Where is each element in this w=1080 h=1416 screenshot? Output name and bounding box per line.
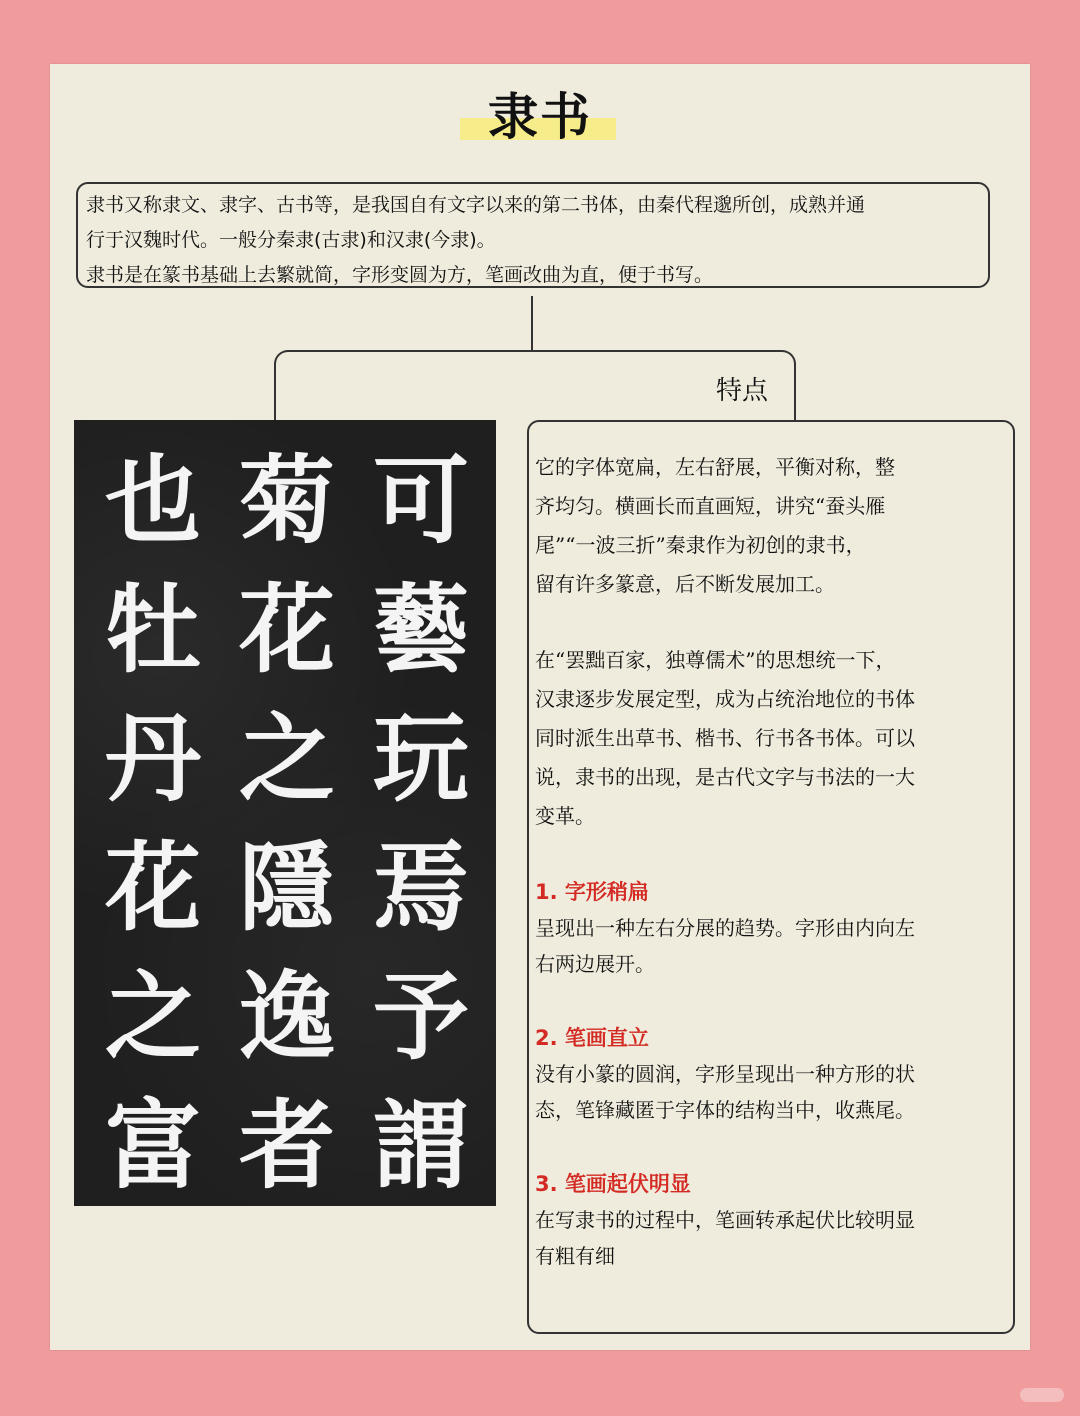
text-line: 变革。 [535, 804, 595, 828]
rubbing-char: 也 [105, 444, 201, 557]
feature-label: 特点 [716, 376, 769, 406]
rubbing-char: 予 [373, 960, 469, 1073]
feature-2 [535, 1020, 1013, 1128]
intro-line-2: 行于汉魏时代。一般分秦隶(古隶)和汉隶(今隶)。 [86, 229, 496, 251]
connector-line [531, 296, 533, 350]
rubbing-char: 隱 [239, 831, 335, 944]
text-line: 右两边展开。 [535, 952, 655, 976]
feature-heading: 2. 笔画直立 [535, 1026, 649, 1050]
text-line: 同时派生出草书、楷书、行书各书体。可以 [535, 726, 915, 750]
rubbing-char: 玩 [373, 702, 469, 815]
watermark-badge [1020, 1388, 1064, 1402]
intro-line-1: 隶书又称隶文、隶字、古书等，是我国自有文字以来的第二书体，由秦代程邈所创，成熟并通 [86, 194, 866, 216]
rubbing-column-right [356, 436, 486, 1210]
rubbing-char: 者 [239, 1089, 335, 1202]
text-line: 汉隶逐步发展定型，成为占统治地位的书体 [535, 687, 915, 711]
feature-3 [535, 1166, 1013, 1274]
description-box [527, 420, 1015, 1334]
description-paragraph-1 [535, 448, 1013, 604]
text-line: 呈现出一种左右分展的趋势。字形由内向左 [535, 916, 915, 940]
rubbing-char: 丹 [105, 702, 201, 815]
rubbing-char: 可 [373, 444, 469, 557]
text-line: 说，隶书的出现，是古代文字与书法的一大 [535, 765, 915, 789]
rubbing-char: 富 [105, 1089, 201, 1202]
intro-line-3: 隶书是在篆书基础上去繁就简，字形变圆为方，笔画改曲为直，便于书写。 [86, 264, 714, 286]
text-line: 有粗有细 [535, 1244, 615, 1268]
text-line: 在写隶书的过程中，笔画转承起伏比较明显 [535, 1208, 915, 1232]
feature-heading: 1. 字形稍扁 [535, 880, 649, 904]
rubbing-char: 謂 [373, 1089, 469, 1202]
title-block [460, 84, 620, 150]
rubbing-char: 藝 [373, 573, 469, 686]
rubbing-char: 花 [239, 573, 335, 686]
intro-box [76, 182, 990, 288]
calligraphy-rubbing-image [74, 420, 496, 1206]
text-line: 尾”“一波三折”秦隶作为初创的隶书， [535, 533, 866, 557]
feature-heading: 3. 笔画起伏明显 [535, 1172, 691, 1196]
rubbing-char: 花 [105, 831, 201, 944]
rubbing-char: 牡 [105, 573, 201, 686]
text-line: 它的字体宽扁，左右舒展，平衡对称，整 [535, 455, 895, 479]
rubbing-column-left [88, 436, 218, 1210]
rubbing-column-middle [222, 436, 352, 1210]
feature-1 [535, 874, 1013, 982]
rubbing-char: 焉 [373, 831, 469, 944]
rubbing-char: 之 [239, 702, 335, 815]
text-line: 没有小篆的圆润，字形呈现出一种方形的状 [535, 1062, 915, 1086]
description-paragraph-2 [535, 641, 1013, 836]
rubbing-char: 菊 [239, 444, 335, 557]
text-line: 留有许多篆意，后不断发展加工。 [535, 572, 835, 596]
text-line: 齐均匀。横画长而直画短，讲究“蚕头雁 [535, 494, 886, 518]
rubbing-char: 逸 [239, 960, 335, 1073]
text-line: 在“罢黜百家，独尊儒术”的思想统一下， [535, 648, 896, 672]
text-line: 态，笔锋藏匿于字体的结构当中，收燕尾。 [535, 1098, 915, 1122]
rubbing-char: 之 [105, 960, 201, 1073]
page-title: 隶书 [488, 88, 592, 146]
